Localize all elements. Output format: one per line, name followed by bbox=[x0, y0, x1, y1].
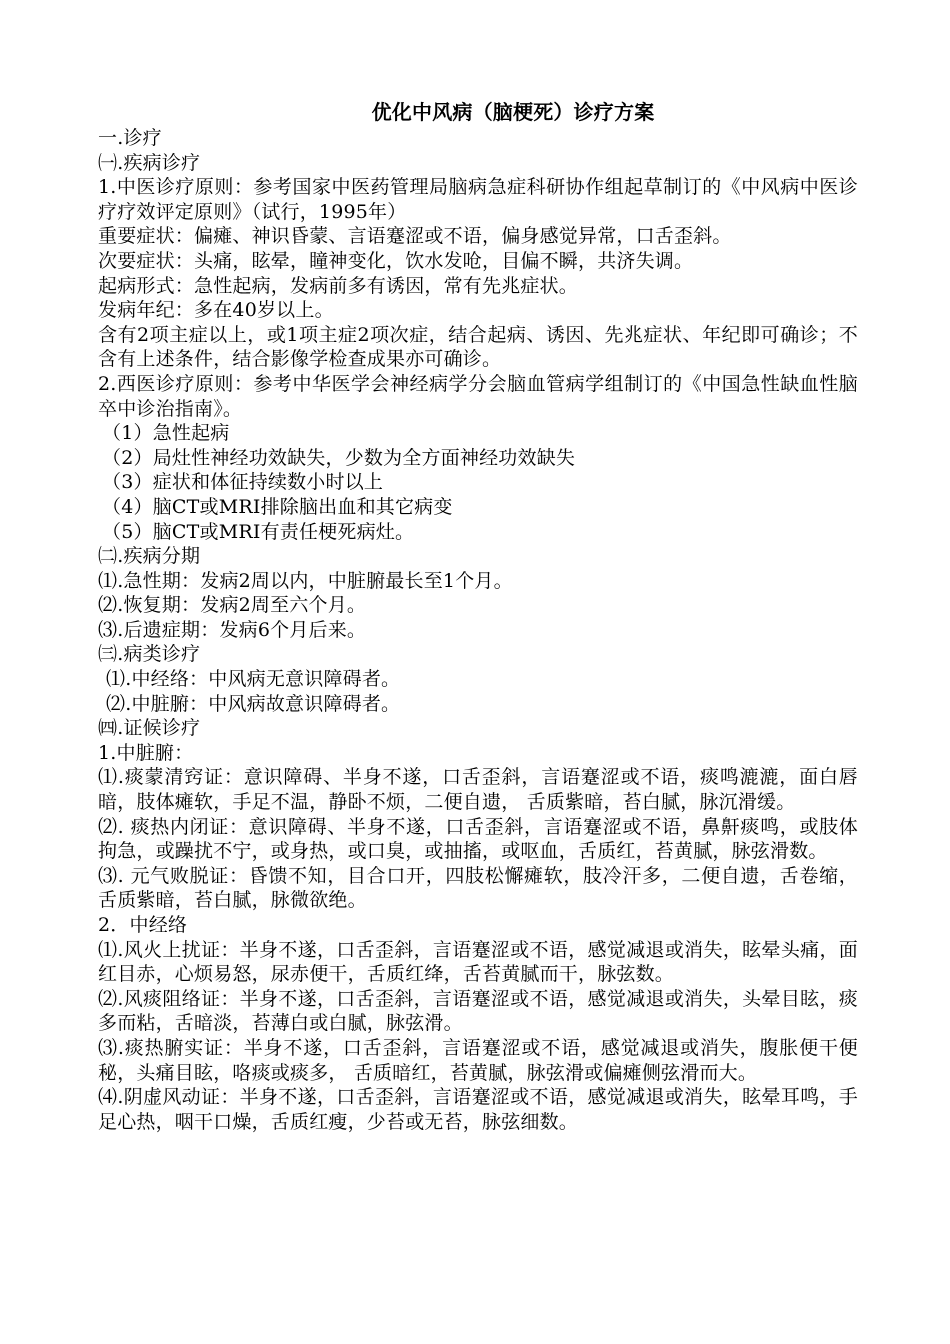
paragraph-line: （1）急性起病 bbox=[102, 422, 230, 445]
paragraph-line: 一.诊疗 bbox=[98, 127, 162, 149]
paragraph-line: ⑶.痰热腑实证：半身不遂，口舌歪斜，言语蹇涩或不语，感觉减退或消失，腹胀便干便秘，头痛目眩，咯痰或痰多， 舌质暗红，苔黄腻，脉弦滑或偏瘫侧弦滑而大。 bbox=[98, 1036, 858, 1084]
paragraph-line: ⑴.急性期：发病2周以内，中脏腑最长至1个月。 bbox=[98, 569, 513, 592]
paragraph-line: 2.西医诊疗原则：参考中华医学会神经病学分会脑血管病学组制订的《中国急性缺血性脑卒中诊治指南》。 bbox=[98, 372, 858, 420]
paragraph-line: ㈣.证候诊疗 bbox=[98, 717, 201, 740]
paragraph-line: 1.中脏腑： bbox=[98, 741, 194, 764]
paragraph-line: ㈢.病类诊疗 bbox=[98, 643, 201, 666]
paragraph-line: ⑴.中经络：中风病无意识障碍者。 bbox=[106, 668, 401, 691]
paragraph-line: ⑴.风火上扰证：半身不遂，口舌歪斜，言语蹇涩或不语，感觉减退或消失，眩晕头痛，面红目赤，心烦易怒，尿赤便干，舌质红绛，舌苔黄腻而干，脉弦数。 bbox=[98, 938, 858, 986]
paragraph-line: ⑶.后遗症期：发病6个月后来。 bbox=[98, 618, 367, 641]
paragraph-line: （5）脑CT或MRI有责任梗死病灶。 bbox=[102, 520, 415, 543]
document-page bbox=[98, 98, 858, 1134]
paragraph-line: ⑵.中脏腑：中风病故意识障碍者。 bbox=[106, 692, 401, 715]
paragraph-line: 起病形式：急性起病，发病前多有诱因，常有先兆症状。 bbox=[98, 274, 579, 297]
paragraph-line: （2）局灶性神经功效缺失，少数为全方面神经功效缺失 bbox=[102, 446, 576, 469]
paragraph-line: 次要症状：头痛，眩晕，瞳神变化，饮水发呛，目偏不瞬，共济失调。 bbox=[98, 249, 694, 272]
paragraph-line: ⑴.痰蒙清窍证：意识障碍、半身不遂，口舌歪斜，言语蹇涩或不语，痰鸣漉漉，面白唇暗，肢体瘫软，手足不温，静卧不烦，二便自遗， 舌质紫暗，苔白腻，脉沉滑缓。 bbox=[98, 766, 858, 814]
paragraph-line: ⑵. 痰热内闭证：意识障碍、半身不遂，口舌歪斜，言语蹇涩或不语，鼻鼾痰鸣，或肢体拘急，或躁扰不宁，或身热，或口臭，或抽搐，或呕血，舌质红，苔黄腻，脉弦滑数。 bbox=[98, 815, 858, 863]
paragraph-line: ⑷.阴虚风动证：半身不遂，口舌歪斜，言语蹇涩或不语，感觉减退或消失，眩晕耳鸣，手足心热，咽干口燥，舌质红瘦，少苔或无苔，脉弦细数。 bbox=[98, 1086, 858, 1133]
paragraph-line: ㈡.疾病分期 bbox=[98, 545, 201, 568]
paragraph-line: （3）症状和体征持续数小时以上 bbox=[102, 471, 384, 494]
paragraph-line: 1.中医诊疗原则：参考国家中医药管理局脑病急症科研协作组起草制订的《中风病中医诊疗疗效评定原则》（试行，1995年） bbox=[98, 176, 858, 223]
document-body bbox=[98, 126, 858, 1134]
paragraph-line: 发病年纪：多在40岁以上。 bbox=[98, 299, 334, 322]
paragraph-line: （4）脑CT或MRI排除脑出血和其它病变 bbox=[102, 495, 453, 518]
paragraph-line: 含有2项主症以上，或1项主症2项次症，结合起病、诱因、先兆症状、年纪即可确诊；不含有上述条件，结合影像学检查成果亦可确诊。 bbox=[98, 323, 858, 371]
paragraph-line: ⑶. 元气败脱证：昏馈不知，目合口开，四肢松懈瘫软，肢冷汗多，二便自遗，舌卷缩，舌质紫暗，苔白腻，脉微欲绝。 bbox=[98, 864, 858, 912]
paragraph-line: 重要症状：偏瘫、神识昏蒙、言语蹇涩或不语，偏身感觉异常，口舌歪斜。 bbox=[98, 225, 732, 248]
document-title: 优化中风病（脑梗死）诊疗方案 bbox=[371, 100, 655, 124]
paragraph-line: ⑵.风痰阻络证：半身不遂，口舌歪斜，言语蹇涩或不语，感觉减退或消失，头晕目眩，痰多而粘，舌暗淡，苔薄白或白腻，脉弦滑。 bbox=[98, 987, 858, 1035]
paragraph-line: ㈠.疾病诊疗 bbox=[98, 151, 201, 174]
paragraph-line: 2．中经络 bbox=[98, 914, 188, 936]
paragraph-line: ⑵.恢复期：发病2周至六个月。 bbox=[98, 594, 367, 617]
